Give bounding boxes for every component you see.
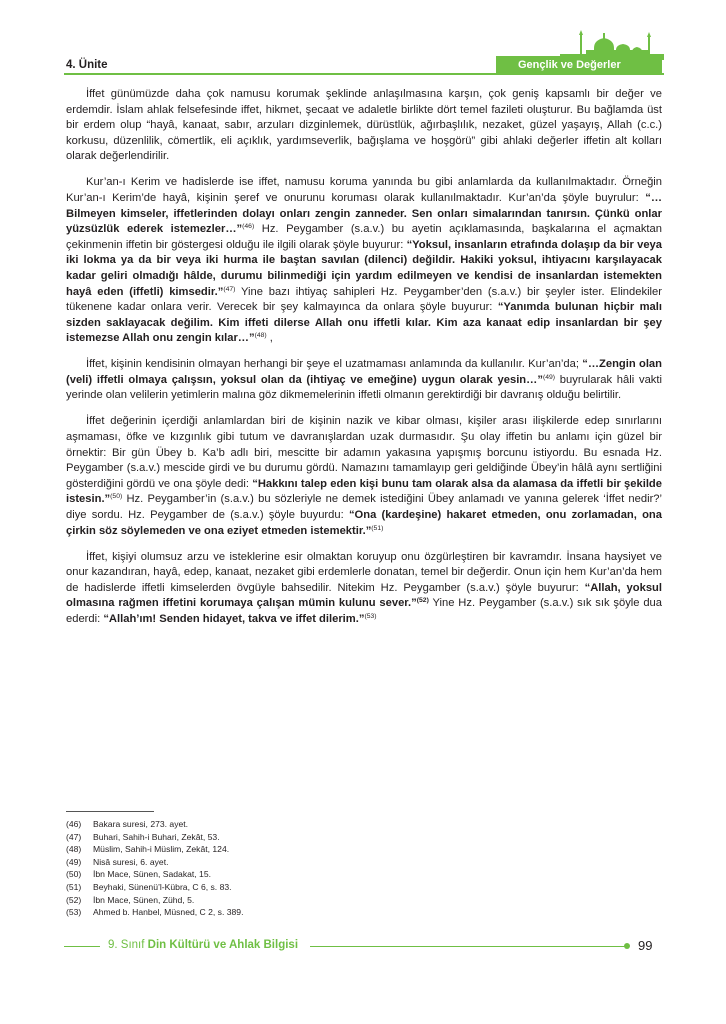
footnote-ref: (49) (542, 373, 556, 381)
footnote-number: (49) (66, 856, 82, 867)
section-banner: Gençlik ve Değerler (496, 56, 662, 74)
footer-divider-left (64, 946, 100, 947)
quotation: “Yanımda bulunan hiçbir malı sizden saklayacak değilim. Kim iffeti dilerse Allah onu iffetli kılar. Kim aza kanaat edip insanlardan bir şey istemezse Allah onu zengin kılar…” (66, 301, 662, 345)
footnote-number: (51) (66, 881, 82, 892)
unit-label: 4. Ünite (66, 59, 108, 71)
footnote-number: (50) (66, 869, 82, 880)
footnote-item (66, 843, 243, 856)
footer-course-title (108, 939, 298, 951)
footer-divider-right (310, 946, 628, 947)
footnote-ref: (46) (242, 223, 255, 231)
footer-course: Din Kültürü ve Ahlak Bilgisi (147, 939, 299, 951)
quotation: “Hakkını talep eden kişi bunu tam olarak alsa da alamasa da iffetli bir şekilde istesin.” (66, 477, 662, 506)
quotation: “Yoksul, insanların etrafında dolaşıp da bir veya iki lokma ya da bir veya iki hurma ile baştan savılan (dilenci) değildir. Hakiki yoksul, ihtiyacını karşılayacak kadar geliri olmadığı hâlde, durumu bilinmediği için yardım edilmeyen ve kendisi de insanlardan istemekten hayâ eden (iffetli) kimsedir.” (66, 238, 662, 298)
paragraph (66, 414, 662, 539)
footnote-text: Ahmed b. Hanbel, Müsned, C 2, s. 389. (93, 907, 244, 918)
text-run: Kur’an-ı Kerim ve hadislerde ise iffet, namusu koruma yanında bu gibi anlamlarda da kullanılmaktadır. Örneğin Kur’an-ı Kerim’de hayâ, kişinin şeref ve onurunu koruması olarak kullanılmaktadır. Kur’an’da şöyle buyrulur: (66, 176, 662, 204)
text-run: , (266, 332, 273, 345)
quotation: “Allah’ım! Senden hidayet, takva ve iffet dilerim.” (103, 612, 365, 625)
paragraph (66, 357, 662, 404)
footnote-text: Beyhaki, Sünenü’l-Kübra, C 6, s. 83. (93, 881, 232, 892)
footnote-ref: (52) (416, 597, 429, 605)
text-run: Hz. Peygamber (s.a.v.) bu ayetin açıklamasında, başkalarına el açmaktan çekinmenin iffetin bir göstergesi olduğu ile ilgili olarak şöyle buyurur: (66, 223, 662, 251)
footnotes (66, 818, 243, 919)
footnote-item (66, 881, 243, 894)
paragraph (66, 175, 662, 347)
text-run: Yine bazı ihtiyaç sahipleri Hz. Peygamber’den (s.a.v.) bir şeyler ister. Elindekiler tükenene kadar onlara verir. Verecek bir şey kalmayınca da onlara şöyle buyurur: (66, 285, 662, 314)
footnote-divider (66, 811, 154, 812)
paragraph (66, 550, 662, 628)
body-text (66, 87, 662, 638)
footnote-item (66, 818, 243, 831)
text-run: Yine Hz. Peygamber (s.a.v.) sık sık şöyle dua ederdi: (66, 597, 662, 625)
quotation: “Allah, yoksul olmasına rağmen iffetini korumaya çalışan mümin kulunu sever.” (66, 581, 662, 610)
footnote-ref: (48) (254, 332, 267, 340)
footnote-ref: (51) (371, 524, 384, 532)
footnote-item (66, 868, 243, 881)
text-run: İffet, kişiyi olumsuz arzu ve isteklerine esir olmaktan koruyup onu özgürleştiren bir kavramdır. İnsana haysiyet ve onur kazandıran, hayâ, edep, kanaat, nezaket gibi erdemlerle donatan, temel bir değerdir. Onun için hem Kur’an’da hem de hadislerde iffetli kimselerden övgüyle bahsedilir. Nitekim Hz. Peygamber (s.a.v.) şöyle buyurur: (66, 550, 662, 594)
footnote-number: (48) (66, 844, 82, 855)
footnote-ref: (53) (364, 612, 377, 620)
footnote-text: İbn Mace, Sünen, Sadakat, 15. (93, 869, 212, 880)
footnote-ref: (47) (223, 285, 236, 293)
footnote-text: Müslim, Sahih-i Müslim, Zekât, 124. (93, 844, 230, 855)
footer-grade: 9. Sınıf (108, 939, 145, 951)
footnote-item (66, 831, 243, 844)
quotation: “…Zengin olan (veli) iffetli olmaya çalışsın, yoksul olan da (ihtiyaç ve emeğine) uygun olarak yesin…” (66, 358, 662, 386)
paragraph (66, 87, 662, 165)
footnote-ref: (50) (110, 493, 123, 501)
quotation: “…Bilmeyen kimseler, iffetlerinden dolayı onları zengin zanneder. Sen onları simalarından tanırsın. Çünkü onlar yüzsüzlük ederek istemezler…” (66, 191, 662, 236)
footnote-item (66, 906, 243, 919)
text-run: buyrularak hâli vakti yerinde olan velilerin yetimlerin malına göz dikmemelerinin iffetli olmanın gerektirdiği bir davranış olduğu belirtilir. (66, 373, 662, 402)
footnote-number: (52) (66, 894, 82, 905)
footnote-text: Nisâ suresi, 6. ayet. (93, 856, 169, 867)
footnote-item (66, 856, 243, 869)
footnote-number: (47) (66, 831, 82, 842)
text-run: İffet, kişinin kendisinin olmayan herhangi bir şeye el uzatmaması anlamında da kullanılır. Kur’an’da; (86, 358, 583, 371)
quotation: “Ona (kardeşine) hakaret etmeden, onu zorlamadan, ona çirkin söz söylemeden ve ona eziyet etmeden istemektir.” (66, 509, 662, 537)
footnote-text: Bakara suresi, 273. ayet. (93, 819, 189, 829)
page-number: 99 (638, 938, 653, 953)
text-run: İffet günümüzde daha çok namusu korumak şeklinde anlaşılmasına karşın, çok geniş kapsamlı bir değer ve erdemdir. İslam ahlak felsefesinde iffet, hikmet, şecaat ve adaletle birlikte dört temel fazileti oluşturur. Bu bağlamda üst bir erdem olup “hayâ, kanaat, sabır, arzuları dizginlemek, dürüstlük, ağırbaşlılık, nezaket, güzel yaşayış, Allah (c.c.) korkusu, düzenlilik, cömertlik, eli açıklık, yardımseverlik, bağışlama ve hoşgörü” gibi ahlaki değerler iffetin alt kolları olarak değerlendirilir. (66, 88, 662, 163)
footnote-text: Buhari, Sahih-i Buhari, Zekât, 53. (93, 831, 220, 842)
footnote-item (66, 894, 243, 907)
footnote-text: İbn Mace, Sünen, Zühd, 5. (93, 894, 195, 905)
text-run: Hz. Peygamber’in (s.a.v.) bu sözleriyle ne demek istediğini Übey anlamadı ve yanına gelerek ‘İffet nedir?’ diye sordu. Hz. Peygamber de (s.a.v.) şöyle buyurdu: (66, 493, 662, 522)
footnote-number: (46) (66, 819, 82, 829)
footer-dot (624, 943, 630, 949)
footnote-number: (53) (66, 907, 82, 918)
text-run: İffet değerinin içerdiği anlamlardan biri de kişinin nazik ve kibar olması, kişiler arası ilişkilerde edep sınırlarını aşmaması, öfke ve kızgınlık gibi tutum ve davranışlardan uzak durmasıdır. Şu olay iffetin bu anlamı için güzel bir örnektir: Bir gün Übey b. Ka’b adlı biri, mescitte bir adamın yakasına yapışmış borcunu istiyordu. Bu esnada Hz. Peygamber (s.a.v.) mescide girdi ve bu durumu gördü. Namazını tamamlayıp geri geldiğinde Übey’in hâlâ aynı sertliğini gösterdiğini gördü ve ona şöyle dedi: (66, 415, 662, 490)
